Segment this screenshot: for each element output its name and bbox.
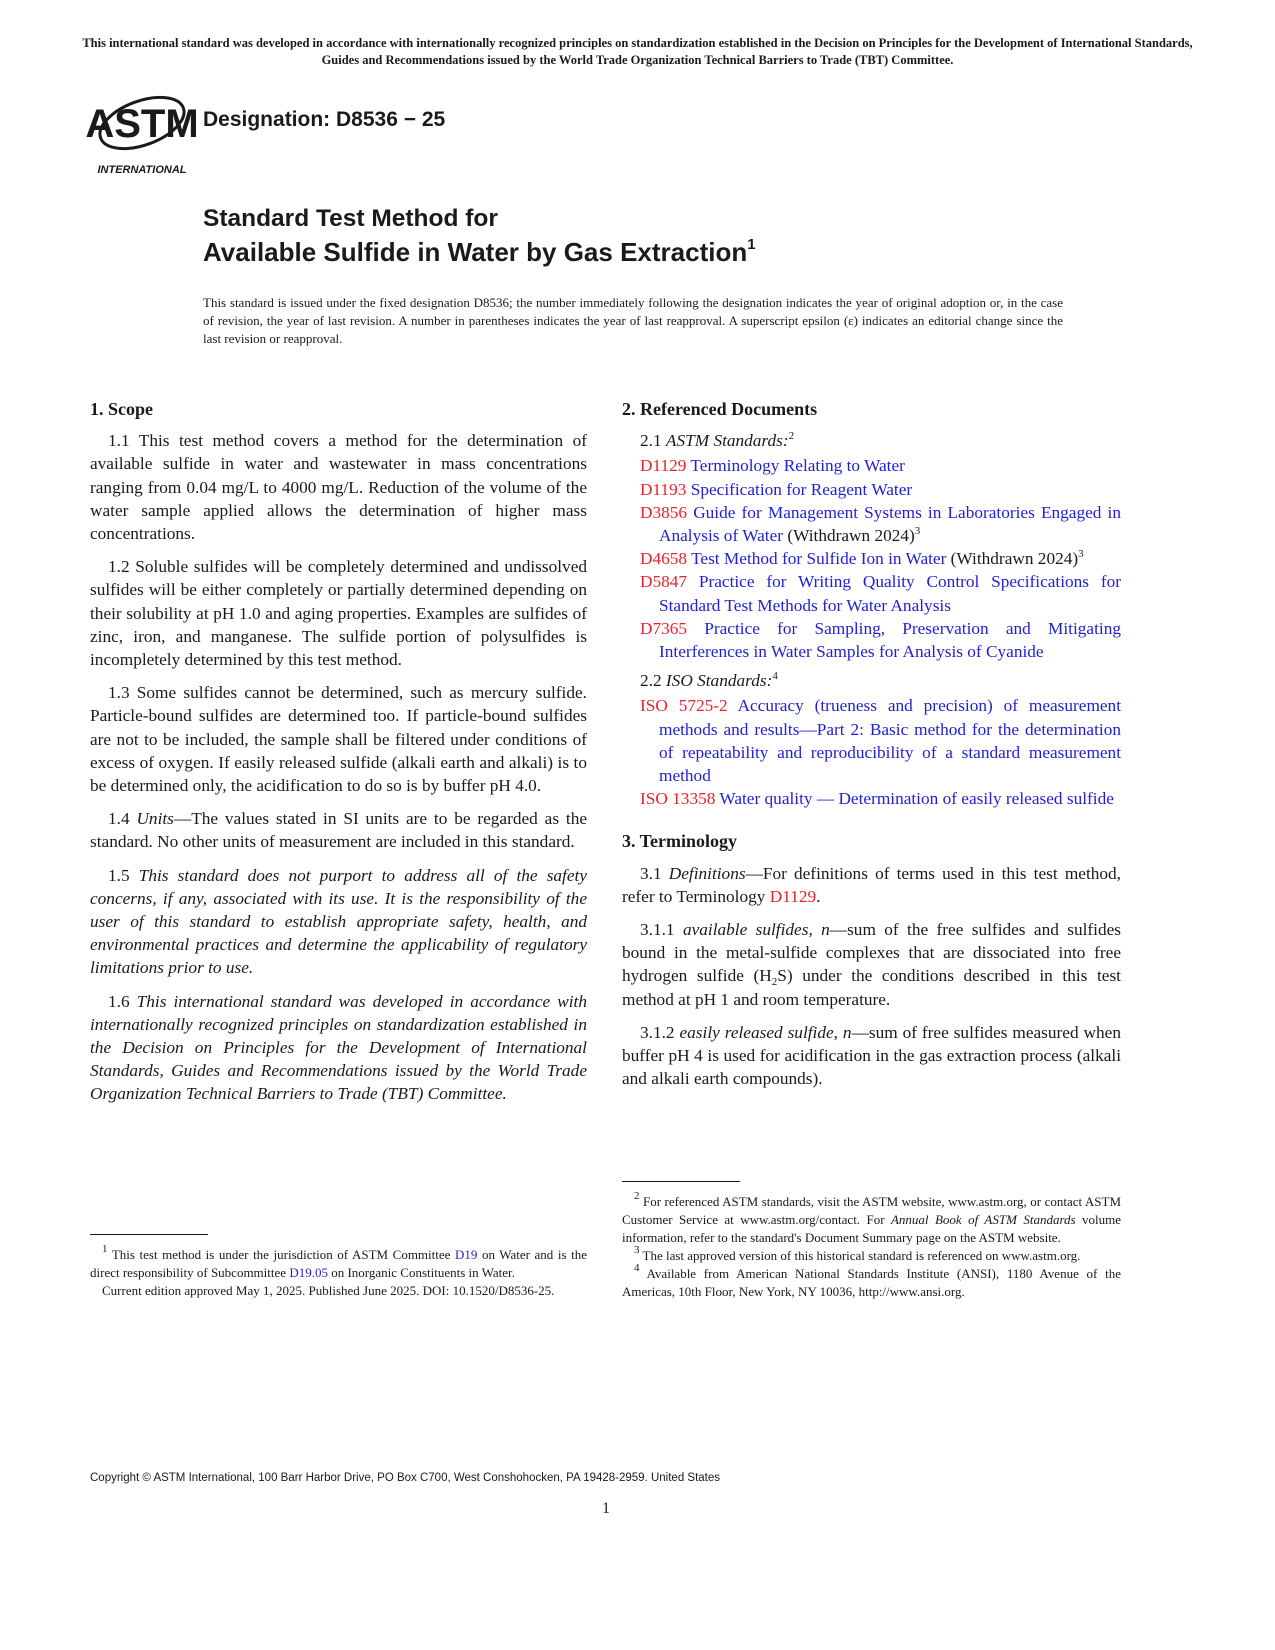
iso-standards-label: ISO Standards: (665, 671, 773, 691)
para-text: —For definitions of terms used in this test method, refer to Terminology (622, 863, 1121, 906)
title-footnote-mark: 1 (747, 236, 756, 253)
paragraph-1-5 (90, 864, 587, 980)
para-text: S) under the conditions described in this test method at pH 1 and room temperature. (622, 966, 1121, 1009)
committee-d19-link[interactable]: D19 (454, 1247, 478, 1262)
para-number: 3.1 (640, 863, 669, 883)
para-text: —sum of the free sulfides and sulfides bound in the metal-sulfide complexes that are dissociated into free hydrogen sulfide (H (622, 920, 1121, 986)
footnote-mark: 2 (634, 1190, 640, 1202)
reference-item (622, 454, 1121, 477)
para-number: 1.4 (108, 809, 137, 829)
astm-reference-list (622, 454, 1121, 663)
para-text: . (816, 886, 821, 906)
reference-item (622, 478, 1121, 501)
reference-title-link[interactable]: Terminology Relating to Water (690, 456, 905, 476)
reference-code-link[interactable]: D3856 (640, 502, 688, 522)
iso-standards-heading (622, 669, 1121, 692)
footnote-2 (622, 1190, 1122, 1247)
footnote-rule-left (90, 1234, 208, 1235)
page-number: 1 (602, 1500, 610, 1517)
footnote-4 (622, 1262, 1121, 1301)
footnote-mark: 3 (914, 525, 921, 538)
footnote-text: Annual Book of ASTM Standards (890, 1212, 1076, 1227)
para-number: 2.1 (640, 431, 666, 451)
term-available-sulfides: available sulfides, n (682, 920, 830, 940)
para-text: This international standard was developed in accordance with internationally recognized principles on standardization established in the Decision on Principles for the Development of International Standards, Guides and Recommendations issued by the World Trade Organization Technical Barriers to Trade (TBT) Committee. (90, 991, 587, 1104)
footnote-mark: 4 (634, 1262, 640, 1274)
reference-title-link[interactable]: Practice for Sampling, Preservation and Mitigating Interferences in Water Samples for Analysis of Cyanide (659, 618, 1121, 662)
paragraph-1-4 (90, 807, 587, 853)
paragraph-3-1 (622, 862, 1121, 908)
reference-code-link[interactable]: D4658 (640, 549, 688, 569)
reference-code-link[interactable]: D5847 (640, 572, 688, 592)
designation: Designation: D8536 − 25 (203, 108, 446, 131)
svg-text:INTERNATIONAL: INTERNATIONAL (97, 164, 187, 176)
footnote-rule-right (622, 1181, 740, 1182)
definitions-label: Definitions (668, 863, 746, 883)
reference-code-link[interactable]: D7365 (640, 618, 688, 638)
paragraph-1-1: 1.1 This test method covers a method for the determination of available sulfide in water and wastewater in mass concentrations ranging from 0.04 mg/L to 4000 mg/L. Reduction of the volume of the water sample applied allows the determination of higher mass concentrations. (90, 431, 587, 544)
reference-code-link[interactable]: D1129 (640, 456, 687, 476)
terminology-d1129-link[interactable]: D1129 (769, 886, 817, 906)
paragraph-1-3: 1.3 Some sulfides cannot be determined, such as mercury sulfide. Particle-bound sulfides are determined too. If particle-bound sulfides are not to be included, the sample shall be filtered under conditions of excess of oxygen. If easily released sulfide (alkali earth and alkali) is to be determined only, the acidification to do so is by buffer pH 4.0. (90, 683, 587, 796)
left-column (90, 398, 587, 1116)
astm-standards-label: ASTM Standards: (665, 431, 789, 451)
title-line-2 (203, 236, 756, 268)
para-number: 3.1.1 (640, 920, 683, 940)
paragraph-3-1-1 (622, 918, 1121, 1011)
reference-code-link[interactable]: ISO 5725-2 (640, 696, 728, 716)
issue-note: This standard is issued under the fixed designation D8536; the number immediately following the designation indicates the year of original adoption or, in the case of revision, the year of last revision. A number in parentheses indicates the year of last reapproval. A superscript epsilon (ε) indicates an editorial change since the last revision or reapproval. (203, 295, 1063, 346)
units-label: Units (136, 809, 174, 829)
section-heading-referenced-documents: 2. Referenced Documents (622, 399, 818, 419)
reference-item (622, 547, 1121, 570)
footnote-text: volume information, refer to the standard's Document Summary page on the ASTM website. (622, 1212, 1122, 1245)
top-notice: This international standard was developed in accordance with internationally recognized principles on standardization established in the Decision on Principles for the Development of International Standards, Guides and Recommendations issued by the World Trade Organization Technical Barriers to Trade (TBT) Committee. (82, 36, 1193, 67)
footnote-mark: 2 (788, 430, 795, 443)
section-heading-scope: 1. Scope (90, 399, 153, 419)
footnote-mark: 1 (102, 1243, 108, 1255)
footnote-mark: 3 (634, 1244, 640, 1256)
footnotes-left (90, 1243, 587, 1300)
edition-note: Current edition approved May 1, 2025. Published June 2025. DOI: 10.1520/D8536-25. (102, 1283, 555, 1298)
para-number: 1.6 (108, 991, 137, 1011)
reference-note: (Withdrawn 2024) (946, 549, 1079, 569)
reference-item (622, 501, 1121, 547)
term-easily-released-sulfide: easily released sulfide, n (679, 1022, 852, 1042)
reference-item (622, 617, 1121, 663)
paragraph-1-2: 1.2 Soluble sulfides will be completely determined and undissolved sulfides will be either completely or partially determined depending on their solubility at pH 1.0 and aging properties. Examples are sulfides of zinc, iron, and manganese. The sulfide portion of polysulfides is incompletely determined by this test method. (90, 557, 587, 670)
copyright: Copyright © ASTM International, 100 Barr Harbor Drive, PO Box C700, West Conshohocken, PA 19428-2959. United States (90, 1472, 721, 1484)
reference-title-link[interactable]: Water quality — Determination of easily released sulfide (719, 789, 1114, 809)
footnote-3 (622, 1244, 1121, 1265)
footnote-1 (90, 1243, 587, 1282)
title-text: Available Sulfide in Water by Gas Extraction (203, 237, 748, 267)
paragraph-3-1-2 (622, 1021, 1121, 1091)
reference-item (622, 570, 1121, 616)
footnote-text: This test method is under the jurisdiction of ASTM Committee (107, 1247, 455, 1262)
footnote-text: on Water and is the direct responsibility of Subcommittee (90, 1247, 587, 1280)
reference-title-link[interactable]: Specification for Reagent Water (690, 479, 913, 499)
footnote-mark: 3 (1078, 548, 1084, 561)
subcommittee-d19-05-link[interactable]: D19.05 (289, 1265, 328, 1280)
footnote-mark: 4 (772, 670, 778, 683)
footnotes-right (622, 1190, 1122, 1301)
para-text: —sum of free sulfides measured when buffer pH 4 is used for acidification in the gas extraction process (alkali and alkali earth compounds). (622, 1022, 1121, 1089)
reference-note: (Withdrawn 2024) (783, 526, 915, 546)
footnote-text: For referenced ASTM standards, visit the ASTM website, www.astm.org, or contact ASTM Customer Service at www.astm.org/contact. For (622, 1194, 1121, 1227)
footnote-text: on Inorganic Constituents in Water. (327, 1265, 515, 1280)
title-line-1: Standard Test Method for (203, 205, 498, 232)
para-text: This standard does not purport to address all of the safety concerns, if any, associated with its use. It is the responsibility of the user of this standard to establish appropriate safety, health, and environmental practices and determine the applicability of regulatory limitations prior to use. (90, 865, 588, 978)
right-column (622, 398, 1121, 1100)
reference-title-link[interactable]: Test Method for Sulfide Ion in Water (691, 549, 947, 569)
subscript: 2 (771, 976, 778, 989)
astm-standards-heading (622, 429, 1121, 452)
para-number: 1.5 (108, 865, 139, 885)
reference-code-link[interactable]: D1193 (640, 479, 687, 499)
para-number: 3.1.2 (640, 1022, 680, 1042)
paragraph-1-6 (90, 990, 587, 1106)
footnote-text: Available from American National Standards Institute (ANSI), 1180 Avenue of the Americas, 10th Floor, New York, NY 10036, http://www.ansi.org. (622, 1266, 1121, 1299)
reference-item (622, 694, 1121, 787)
reference-title-link[interactable]: Practice for Writing Quality Control Specifications for Standard Test Methods for Water Analysis (659, 572, 1121, 615)
section-heading-terminology: 3. Terminology (622, 831, 738, 852)
reference-item (622, 787, 1121, 810)
svg-text:ASTM: ASTM (85, 102, 199, 146)
reference-title-link[interactable]: Accuracy (trueness and precision) of measurement methods and results—Part 2: Basic method for the determination of repeatability and reproducibility of a standard measurement method (659, 696, 1122, 786)
para-text: —The values stated in SI units are to be regarded as the standard. No other units of measurement are included in this standard. (90, 809, 588, 852)
astm-logo (85, 85, 199, 177)
iso-reference-list (622, 694, 1121, 810)
reference-title-link[interactable]: Guide for Management Systems in Laboratories Engaged in Analysis of Water (659, 502, 1121, 546)
para-number: 2.2 (640, 671, 666, 691)
reference-code-link[interactable]: ISO 13358 (640, 789, 716, 809)
footnote-text: The last approved version of this historical standard is referenced on www.astm.org. (639, 1248, 1081, 1263)
